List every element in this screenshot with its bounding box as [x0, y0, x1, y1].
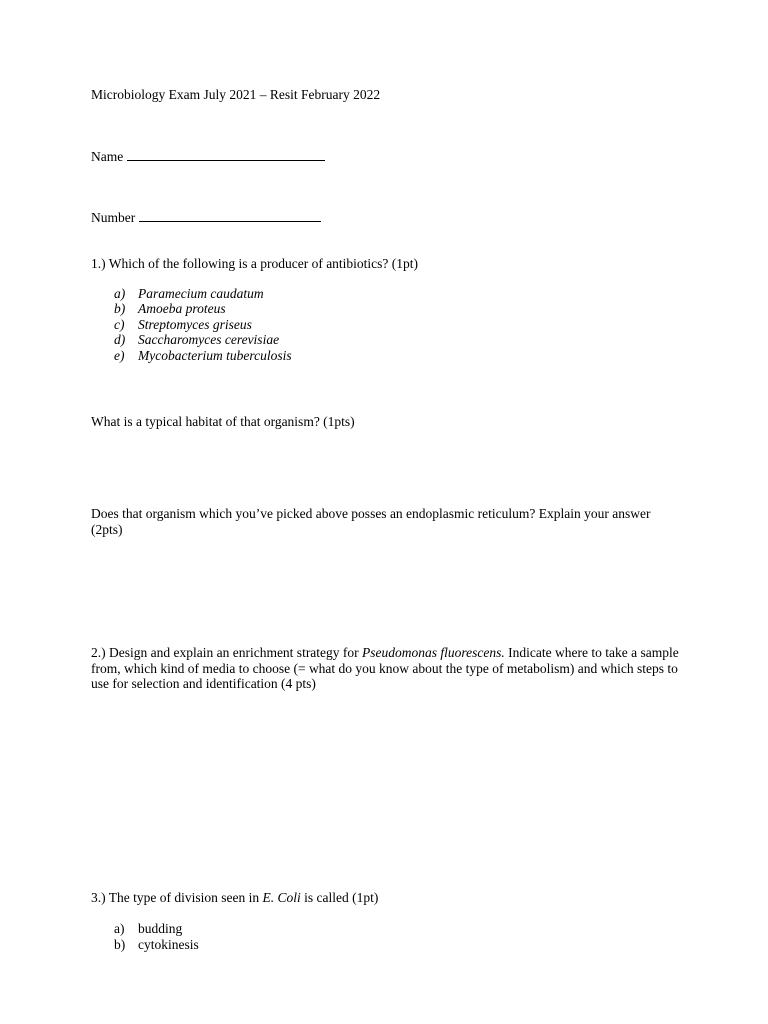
option-text: Paramecium caudatum	[138, 286, 264, 301]
q3-option	[114, 937, 199, 953]
number-field	[91, 209, 321, 226]
q1-option	[114, 301, 226, 317]
exam-title: Microbiology Exam July 2021 – Resit February 2022	[91, 87, 381, 102]
q1-prompt: 1.) Which of the following is a producer of antibiotics? (1pt)	[91, 256, 419, 271]
option-text: cytokinesis	[138, 937, 199, 952]
q1-habitat-question: What is a typical habitat of that organism? (1pts)	[91, 414, 355, 429]
q2-text-end: Indicate where to take a sample from, which kind of media to choose (= what do you know about the type of metabolism) and which steps to use for selection and identification (4 pts)	[91, 645, 679, 691]
q1-option	[114, 286, 264, 302]
q2-text-start: 2.) Design and explain an enrichment strategy for	[91, 645, 363, 660]
q1-option	[114, 348, 292, 364]
name-blank-line	[127, 148, 325, 161]
q3-text-end: is called (1pt)	[300, 890, 379, 905]
q3-prompt	[91, 890, 378, 906]
option-text: Mycobacterium tuberculosis	[138, 348, 292, 363]
q2-question	[91, 645, 681, 692]
number-label: Number	[91, 210, 136, 225]
q3-organism: E. Coli	[262, 890, 301, 905]
option-letter: a)	[114, 286, 126, 301]
option-letter: a)	[114, 921, 125, 936]
number-blank-line	[139, 209, 321, 222]
q3-text-start: 3.) The type of division seen in	[91, 890, 263, 905]
option-letter: c)	[114, 317, 125, 332]
option-text: Saccharomyces cerevisiae	[138, 332, 280, 347]
option-letter: d)	[114, 332, 126, 347]
q1-option	[114, 317, 252, 333]
q1-er-question: Does that organism which you’ve picked above posses an endoplasmic reticulum? Explain your answer (2pts)	[91, 506, 651, 537]
option-letter: b)	[114, 301, 126, 316]
option-text: budding	[138, 921, 183, 936]
q3-option	[114, 921, 182, 937]
option-letter: e)	[114, 348, 125, 363]
option-text: Streptomyces griseus	[138, 317, 252, 332]
option-letter: b)	[114, 937, 126, 952]
name-label: Name	[91, 149, 124, 164]
q1-option	[114, 332, 279, 348]
q2-organism: Pseudomonas fluorescens.	[362, 645, 505, 660]
option-text: Amoeba proteus	[138, 301, 226, 316]
name-field	[91, 148, 325, 165]
